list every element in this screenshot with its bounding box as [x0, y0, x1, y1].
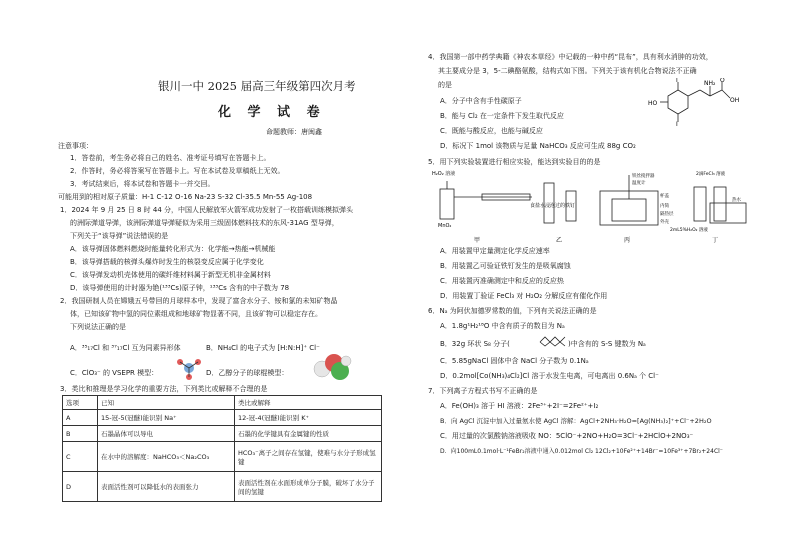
- fig-label: 温度计: [632, 181, 646, 186]
- q2-stem: 2．我国研制人员在嫦娥五号带回的月球样本中，发现了富含水分子、铵和氯的未知矿物晶: [60, 297, 338, 305]
- table-row: [63, 410, 382, 426]
- fig-label: 外壳: [660, 220, 669, 225]
- q7-option-a: A．Fe(OH)₃ 溶于 HI 溶液：2Fe³⁺+2I⁻=2Fe²⁺+I₂: [440, 402, 599, 410]
- q5-option-c: C．用装置丙准确测定中和反应的反应热: [440, 277, 564, 285]
- q2-option-c: C．ClO₃⁻ 的 VSEPR 模型：: [70, 369, 159, 377]
- table-cell: 石墨晶体可以导电: [98, 426, 235, 442]
- table-cell: 表面活性剂可以降低水的表面张力: [98, 472, 235, 502]
- table-cell: 在水中的溶解度：NaHCO₃＜Na₂CO₃: [98, 442, 235, 472]
- table-cell: 15-冠-5(冠醚)能识别 Na⁺: [98, 410, 235, 426]
- table-row: [63, 442, 382, 472]
- structure-label: OH: [730, 97, 740, 104]
- fig-label: 丁: [712, 237, 719, 244]
- table-cell: C: [63, 442, 98, 472]
- fig-label: 2滴FeCl₃ 溶液: [696, 172, 726, 177]
- fig-label: 铁丝搅拌器: [632, 174, 655, 179]
- q7-option-b: B．向 AgCl 沉淀中加入过量氨水使 AgCl 溶解：AgCl+2NH₃·H₂O=[Ag(NH₃)₂]⁺+Cl⁻+2H₂O: [440, 417, 712, 425]
- q6-option-c: C．5.85gNaCl 固体中含 NaCl 分子数为 0.1Nₐ: [440, 357, 589, 365]
- q5-option-d: D．用装置丁验证 FeCl₃ 对 H₂O₂ 分解反应有催化作用: [440, 292, 608, 300]
- q3-stem: 3．类比和推理是学习化学的重要方法，下列类比或解释不合理的是: [60, 385, 268, 393]
- table-cell: A: [63, 410, 98, 426]
- fig-label: 热水: [732, 198, 741, 203]
- atomic-masses: 可能用到的相对原子质量：H-1 C-12 O-16 Na-23 S-32 Cl-35.5 Mn-55 Ag-108: [58, 193, 313, 201]
- q2-option-d: D．乙醇分子的球棍模型：: [206, 369, 289, 377]
- table-row: [63, 472, 382, 502]
- fig-label: 乙: [556, 237, 563, 244]
- q5-option-a: A．用装置甲定量测定化学反应速率: [440, 247, 550, 255]
- q1-stem: 下列关于“该导弹”说法错误的是: [70, 232, 169, 240]
- table-cell: D: [63, 472, 98, 502]
- col-header: 类比或解释: [235, 396, 382, 410]
- q7-option-d: D．向100mL0.1mol·L⁻¹FeBr₂溶液中通入0.012mol Cl₂ 12Cl₂+10Fe²⁺+14Br⁻=10Fe³⁺+7Br₂+24Cl⁻: [440, 448, 723, 455]
- q2-stem: 下列说法正确的是: [70, 323, 126, 331]
- structure-label: O: [720, 78, 725, 84]
- fig-label: 2mL5%H₂O₂ 溶液: [670, 228, 708, 233]
- q4-option-c: C．既能与酸反应，也能与碱反应: [440, 127, 543, 135]
- col-header: 已知: [98, 396, 235, 410]
- structure-label: NH₂: [704, 80, 716, 87]
- notes-heading: 注意事项：: [58, 142, 93, 150]
- table-header-row: [63, 396, 382, 410]
- exam-subtitle: 化 学 试 卷: [218, 105, 326, 120]
- q5-stem: 5．用下列实验装置进行相应实验，能达到实验目的的是: [428, 158, 601, 166]
- q2-option-a: A．³⁵₁₇Cl 和 ³⁷₁₇Cl 互为同素异形体: [70, 344, 181, 352]
- teacher-line: 命题教师：唐闽鑫: [266, 128, 322, 136]
- q4-option-a: A．分子中含有手性碳原子: [440, 97, 522, 105]
- q6-stem: 6．Nₐ 为阿伏加德罗常数的值，下列有关说法正确的是: [428, 307, 597, 315]
- fig-label: H₂O₂ 溶液: [432, 171, 456, 177]
- note-item: 1．答卷前，考生务必将自己的姓名、准考证号填写在答题卡上。: [70, 154, 271, 162]
- q4-stem: 的是: [438, 81, 452, 89]
- table-cell: 石墨的化学键具有金属键的性质: [235, 426, 382, 442]
- q4-option-b: B．能与 Cl₂ 在一定条件下发生取代反应: [440, 112, 564, 120]
- q6-option-a: A．1.8g¹H₂¹⁸O 中含有质子的数目为 Nₐ: [440, 322, 565, 330]
- fig-label: MnO₂: [438, 223, 452, 229]
- ethanol-model-icon: [312, 353, 352, 381]
- table-cell: B: [63, 426, 98, 442]
- table-cell: 表面活性剂在水面形成单分子膜，破坏了水分子间的氢键: [235, 472, 382, 502]
- s8-ring-icon: [538, 334, 568, 348]
- exam-title: 银川一中 2025 届高三年级第四次月考: [158, 79, 356, 93]
- table-cell: 12-冠-4(冠醚)能识别 K⁺: [235, 410, 382, 426]
- q4-stem: 其主要成分是 3，5-二碘酪氨酸，结构式如下图。下列关于该有机化合物说法不正确: [438, 67, 697, 75]
- fig-label: 杯盖: [660, 194, 669, 199]
- q1-option-d: D．该导弹使用的计时器为铯(¹³³Cs)原子钟，¹³³Cs 含有的中子数为 78: [70, 284, 290, 292]
- q7-option-c: C．用过量的次氯酸钠溶液吸收 NO：5ClO⁻+2NO+H₂O=3Cl⁻+2HClO+2NO₃⁻: [440, 432, 694, 440]
- q5-apparatus-figure: [432, 167, 752, 245]
- q2-option-b: B．NH₄Cl 的电子式为 [H:N:H]⁺ Cl⁻: [206, 344, 320, 352]
- q1-stem: 的洲际弹道导弹，该洲际弹道导弹疑似为采用三级固体燃料技术的东风-31AG 型导弹，: [70, 219, 339, 227]
- fig-label: 内筒: [660, 204, 669, 209]
- fig-label: 丙: [624, 237, 631, 244]
- q3-table: [62, 395, 382, 502]
- structure-label: HO: [648, 100, 658, 107]
- table-cell: HCO₃⁻离子之间存在氢键，使难与水分子形成氢键: [235, 442, 382, 472]
- q1-option-a: A．该导弹固体燃料燃烧时能量转化形式为：化学能→热能→机械能: [70, 245, 276, 253]
- col-header: 选项: [63, 396, 98, 410]
- fig-label: 甲: [474, 237, 481, 244]
- fig-label: 食盐水浸泡过的铁钉: [530, 203, 576, 209]
- q1-stem: 1．2024 年 9 月 25 日 8 时 44 分，中国人民解放军火箭军成功发射了一枚搭载训练模拟弹头: [60, 206, 354, 214]
- q6-option-b-tail: )中含有的 S-S 键数为 Nₐ: [568, 340, 646, 348]
- diiodotyrosine-structure: [648, 78, 744, 126]
- q2-stem: 体，已知该矿物中氢的同位素组成和地球矿物显著不同，且该矿物可以稳定存在。: [70, 310, 322, 318]
- structure-label: I: [676, 121, 678, 126]
- q7-stem: 7．下列离子方程式书写不正确的是: [428, 387, 538, 395]
- table-row: [63, 426, 382, 442]
- q6-option-d: D．0.2mol[Co(NH₃)₄Cl₂]Cl 溶于水发生电离，可电离出 0.6Nₐ 个 Cl⁻: [440, 372, 659, 380]
- note-item: 2．作答时，务必将答案写在答题卡上。写在本试卷及草稿纸上无效。: [70, 167, 285, 175]
- q1-option-b: B．该导弹搭载的核弹头爆炸时发生的核裂变反应属于化学变化: [70, 258, 264, 266]
- fig-label: 隔热层: [660, 212, 674, 217]
- vsepr-model-icon: [175, 356, 203, 380]
- structure-label: I: [676, 78, 678, 84]
- note-item: 3．考试结束后，将本试卷和答题卡一并交回。: [70, 180, 215, 188]
- q4-stem: 4．我国第一部中药学典籍《神农本草经》中记载的一种中药“昆布”，具有利水消肿的功效，: [428, 53, 713, 61]
- q1-option-c: C．该导弹发动机壳体使用的碳纤维材料属于新型无机非金属材料: [70, 271, 271, 279]
- q5-option-b: B．用装置乙可验证铁钉发生的是吸氧腐蚀: [440, 262, 571, 270]
- q6-option-b: B．32g 环状 S₈ 分子(: [440, 340, 510, 348]
- q4-option-d: D．标况下 1mol 该物质与足量 NaHCO₃ 反应可生成 88g CO₂: [440, 142, 636, 150]
